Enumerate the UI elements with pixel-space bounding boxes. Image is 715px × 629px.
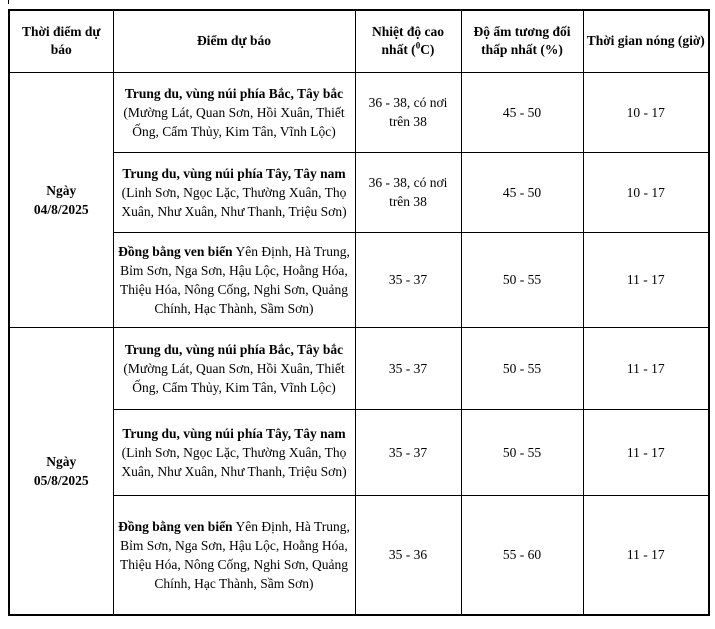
- temperature-cell: 36 - 38, có nơi trên 38: [355, 72, 461, 152]
- heat-forecast-table: [8, 9, 710, 616]
- table-row: [9, 232, 709, 327]
- header-hot-hours: Thời gian nóng (giờ): [583, 10, 709, 72]
- humidity-cell: 50 - 55: [461, 327, 583, 409]
- humidity-cell: 55 - 60: [461, 495, 583, 615]
- table-row: [9, 72, 709, 152]
- table-row: [9, 152, 709, 232]
- header-time: Thời điểm dự báo: [9, 10, 113, 72]
- header-row: [9, 10, 709, 72]
- hot-hours-cell: 10 - 17: [583, 152, 709, 232]
- temperature-cell: 35 - 37: [355, 409, 461, 495]
- hot-hours-cell: 11 - 17: [583, 495, 709, 615]
- table-row: [9, 495, 709, 615]
- hot-hours-cell: 11 - 17: [583, 327, 709, 409]
- location-cell: Trung du, vùng núi phía Bắc, Tây bắc (Mường Lát, Quan Sơn, Hồi Xuân, Thiết Ống, Cẩm Thủy, Kim Tân, Vĩnh Lộc): [113, 72, 355, 152]
- forecast-table-container: [8, 9, 708, 616]
- header-temperature: Nhiệt độ cao nhất ($^0$C): [355, 10, 461, 72]
- humidity-cell: 45 - 50: [461, 152, 583, 232]
- location-cell: Đồng bằng ven biển Yên Định, Hà Trung, Bỉm Sơn, Nga Sơn, Hậu Lộc, Hoằng Hóa, Thiệu Hóa, Nông Cống, Nghi Sơn, Quảng Chính, Hạc Thành, Sầm Sơn): [113, 495, 355, 615]
- day-date: 05/8/2025: [33, 472, 89, 488]
- table-row: [9, 409, 709, 495]
- hot-hours-cell: 11 - 17: [583, 409, 709, 495]
- hot-hours-cell: 10 - 17: [583, 72, 709, 152]
- day-cell: [9, 327, 113, 615]
- day-cell: [9, 72, 113, 327]
- location-cell: Trung du, vùng núi phía Tây, Tây nam (Linh Sơn, Ngọc Lặc, Thường Xuân, Thọ Xuân, Như Xuân, Như Thanh, Triệu Sơn): [113, 409, 355, 495]
- temperature-cell: 36 - 38, có nơi trên 38: [355, 152, 461, 232]
- humidity-cell: 45 - 50: [461, 72, 583, 152]
- header-location: Điểm dự báo: [113, 10, 355, 72]
- temperature-cell: 35 - 37: [355, 232, 461, 327]
- hot-hours-cell: 11 - 17: [583, 232, 709, 327]
- day-label: Ngày: [46, 453, 77, 469]
- humidity-cell: 50 - 55: [461, 232, 583, 327]
- day-date: 04/8/2025: [33, 201, 89, 217]
- day-label: Ngày: [46, 182, 77, 198]
- temperature-cell: 35 - 36: [355, 495, 461, 615]
- location-cell: Trung du, vùng núi phía Bắc, Tây bắc (Mường Lát, Quan Sơn, Hồi Xuân, Thiết Ống, Cẩm Thủy, Kim Tân, Vĩnh Lộc): [113, 327, 355, 409]
- header-humidity: Độ ẩm tương đối thấp nhất (%): [461, 10, 583, 72]
- location-cell: Đồng bằng ven biển Yên Định, Hà Trung, Bỉm Sơn, Nga Sơn, Hậu Lộc, Hoằng Hóa, Thiệu Hóa, Nông Cống, Nghi Sơn, Quảng Chính, Hạc Thành, Sầm Sơn): [113, 232, 355, 327]
- humidity-cell: 50 - 55: [461, 409, 583, 495]
- temperature-cell: 35 - 37: [355, 327, 461, 409]
- table-row: [9, 327, 709, 409]
- location-cell: Trung du, vùng núi phía Tây, Tây nam (Linh Sơn, Ngọc Lặc, Thường Xuân, Thọ Xuân, Như Xuân, Như Thanh, Triệu Sơn): [113, 152, 355, 232]
- top-edge-mark: [8, 0, 21, 4]
